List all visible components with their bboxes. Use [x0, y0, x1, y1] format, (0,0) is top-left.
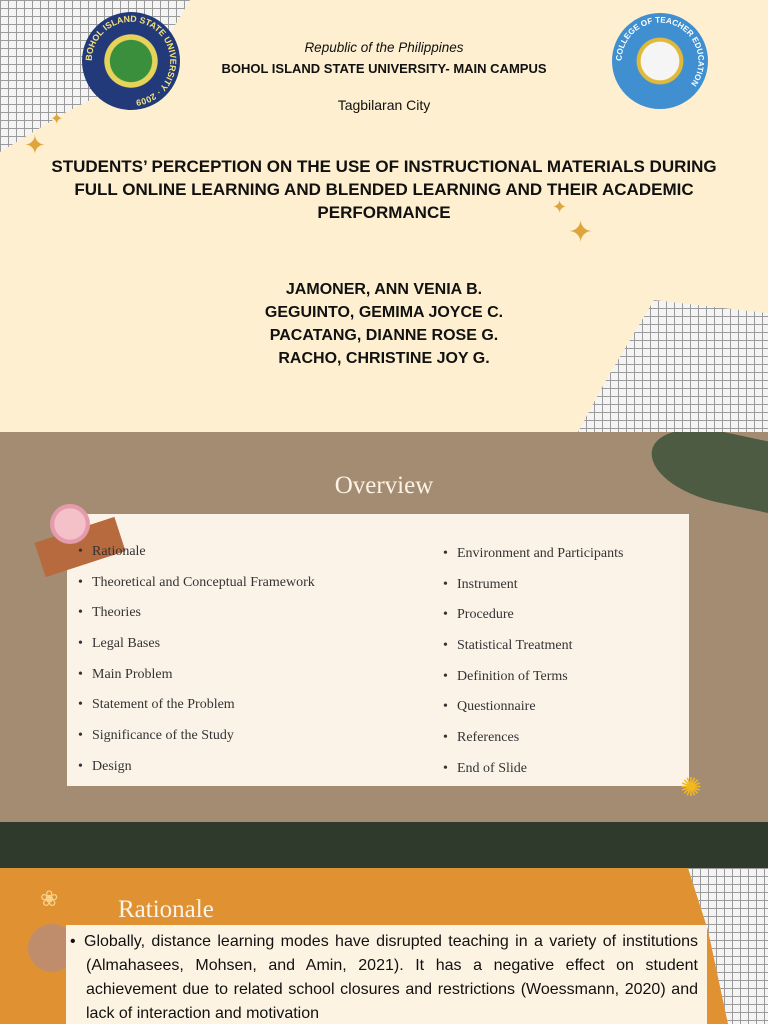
list-item: • Legal Bases: [78, 636, 161, 652]
flower-icon: [50, 504, 90, 544]
list-item: • Design: [78, 758, 132, 774]
author-name: PACATANG, DIANNE ROSE G.: [269, 327, 499, 344]
list-item: • Statistical Treatment: [443, 638, 573, 654]
author-name: RACHO, CHRISTINE JOY G.: [278, 350, 490, 367]
city-text: Tagbilaran City: [337, 97, 431, 113]
list-item: • Main Problem: [78, 666, 173, 682]
republic-text: Republic of the Philippines: [304, 40, 464, 55]
list-item: • Theories: [78, 605, 141, 621]
dried-flower-icon: ❀: [40, 886, 59, 911]
svg-text:BOHOL ISLAND STATE UNIVERSITY: BOHOL ISLAND STATE UNIVERSITY · 2009: [83, 13, 179, 108]
university-seal-logo: [82, 12, 180, 110]
slide-divider: [0, 822, 768, 868]
list-item: • Rationale: [78, 544, 146, 559]
bullet: •: [70, 933, 76, 950]
overview-title: Overview: [334, 472, 434, 499]
list-item: • Environment and Participants: [443, 546, 624, 561]
sparkle-icon: ✦: [568, 216, 594, 249]
author-list: [0, 278, 768, 370]
list-item: • Instrument: [443, 576, 518, 592]
list-item: • Definition of Terms: [443, 668, 568, 684]
rationale-slide: [0, 868, 768, 1024]
overview-slide: [0, 432, 768, 822]
sparkle-icon: ✦: [552, 197, 568, 217]
college-seal-logo: [612, 13, 708, 109]
list-item: • Statement of the Problem: [78, 697, 235, 713]
list-item: • Significance of the Study: [78, 728, 234, 744]
list-item: • Theoretical and Conceptual Framework: [78, 574, 315, 590]
thesis-title: STUDENTS’ PERCEPTION ON THE USE OF INSTRUCTIONAL MATERIALS DURING FULL ONLINE LEARNING AND BLENDED LEARNING AND THEIR ACADEMIC PERFORMANCE: [51, 157, 717, 222]
rationale-paragraph: • Globally, distance learning modes have disrupted teaching in a variety of institutions (Almahasees, Mohsen, and Amin, 2021). It has a negative effect on student achievement due to related school closures and restrictions (Woessmann, 2020) and lack of interaction and motivation: [86, 930, 698, 1024]
university-name: BOHOL ISLAND STATE UNIVERSITY- MAIN CAMPUS: [221, 61, 547, 76]
list-item: • Procedure: [443, 607, 514, 623]
author-name: JAMONER, ANN VENIA B.: [285, 281, 483, 298]
overview-list-right: [443, 544, 623, 790]
list-item: • Questionnaire: [443, 699, 536, 715]
rationale-title: Rationale: [118, 896, 214, 923]
daisy-flower-icon: ✺: [680, 772, 702, 802]
list-item: • References: [443, 730, 520, 746]
sparkle-icon: ✦: [24, 130, 46, 160]
author-name: GEGUINTO, GEMIMA JOYCE C.: [264, 304, 504, 321]
list-item: • End of Slide: [443, 760, 527, 776]
title-slide: [0, 0, 768, 432]
svg-text:COLLEGE OF TEACHER EDUCATION: COLLEGE OF TEACHER EDUCATION: [614, 15, 706, 88]
sparkle-icon: ✦: [50, 111, 64, 128]
overview-list-left: [78, 542, 315, 788]
